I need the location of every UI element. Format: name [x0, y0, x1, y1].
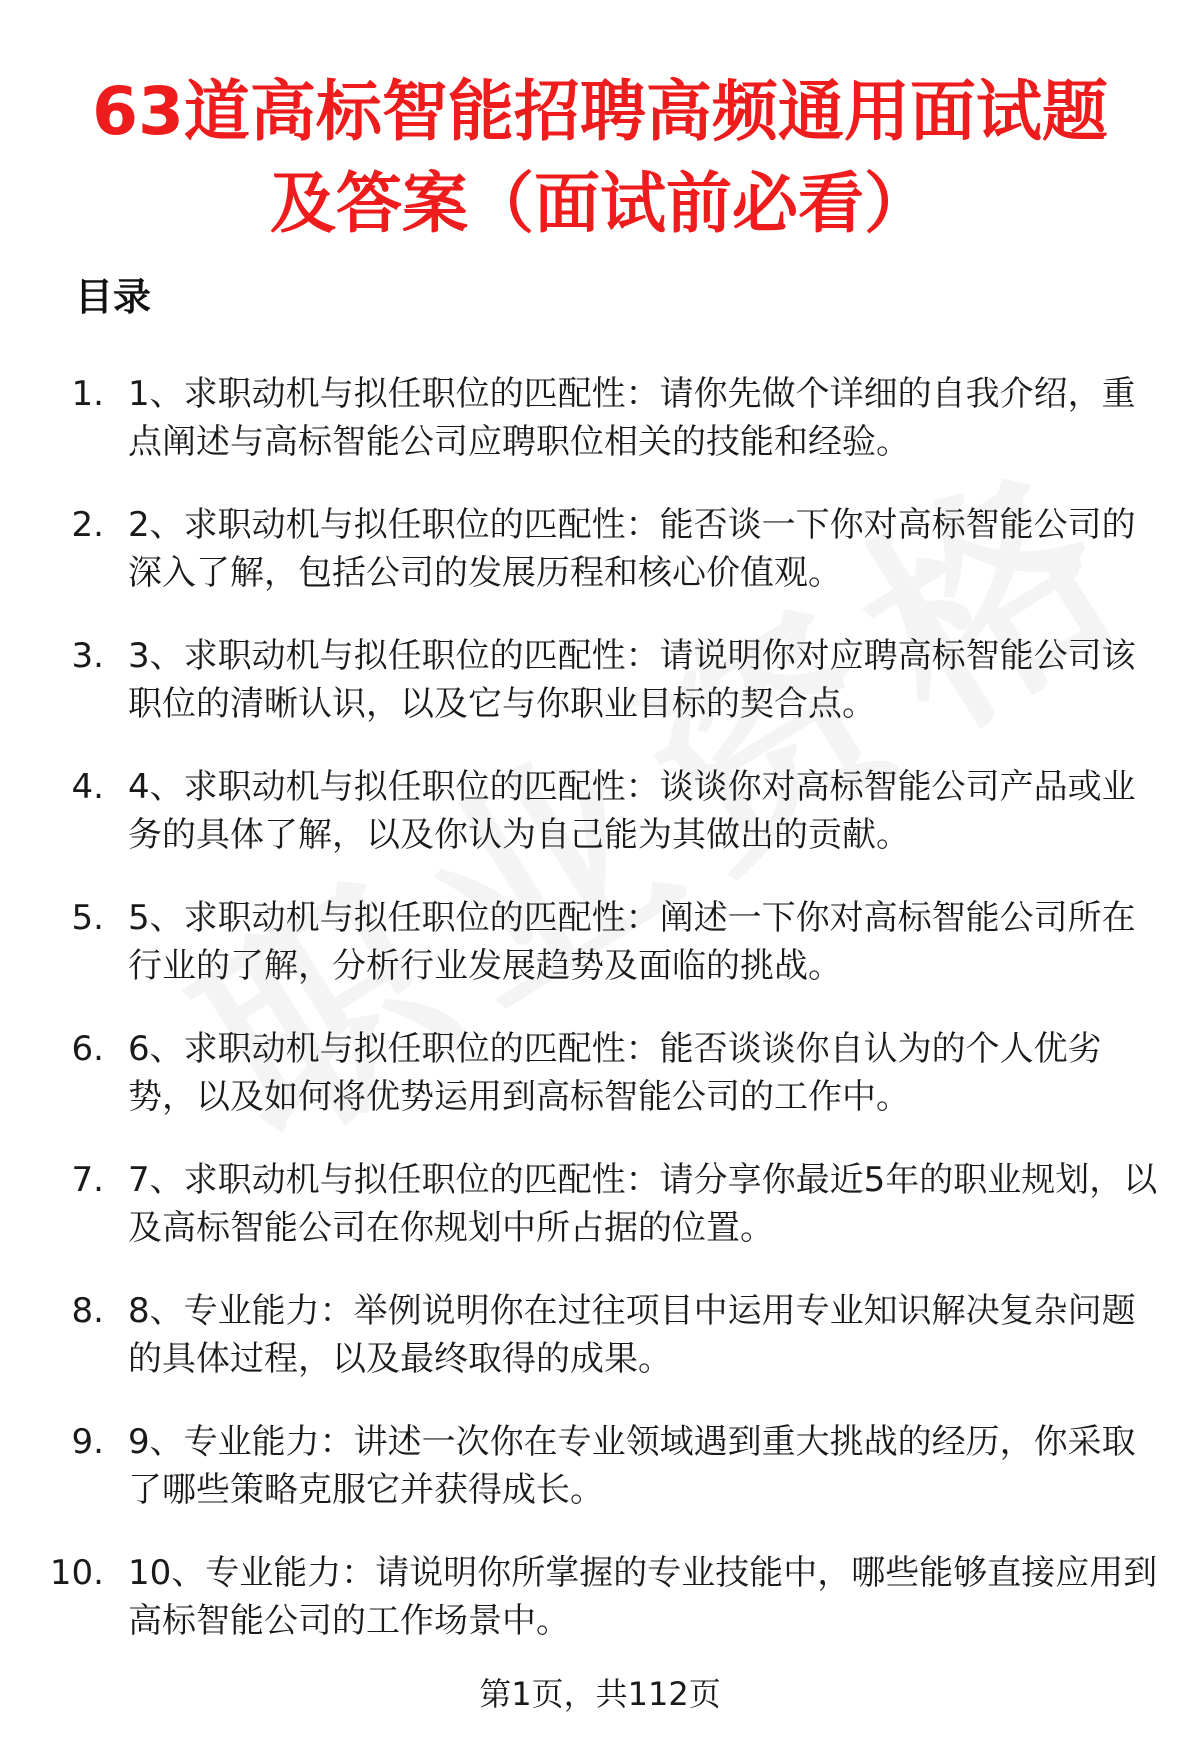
- toc-item-text: 6、求职动机与拟任职位的匹配性：能否谈谈你自认为的个人优劣势，以及如何将优势运用到高标智能公司的工作中。: [128, 1029, 1102, 1117]
- toc-item-text: 7、求职动机与拟任职位的匹配性：请分享你最近5年的职业规划，以及高标智能公司在你规划中所占据的位置。: [128, 1160, 1158, 1248]
- toc-item-3[interactable]: [0, 632, 1200, 763]
- toc-item-number: 7.: [71, 1160, 104, 1200]
- toc-item-text: 9、专业能力：讲述一次你在专业领域遇到重大挑战的经历，你采取了哪些策略克服它并获得成长。: [128, 1422, 1136, 1510]
- toc-heading: 目录: [75, 275, 152, 319]
- toc-item-1[interactable]: [0, 370, 1200, 501]
- toc-item-text: 1、求职动机与拟任职位的匹配性：请你先做个详细的自我介绍，重点阐述与高标智能公司应聘职位相关的技能和经验。: [128, 374, 1136, 462]
- toc-item-4[interactable]: [0, 763, 1200, 894]
- toc-item-number: 1.: [71, 374, 104, 414]
- toc-item-text: 3、求职动机与拟任职位的匹配性：请说明你对应聘高标智能公司该职位的清晰认识，以及它与你职业目标的契合点。: [128, 636, 1136, 724]
- toc-item-8[interactable]: [0, 1287, 1200, 1418]
- toc-item-7[interactable]: [0, 1156, 1200, 1287]
- toc-item-number: 3.: [71, 636, 104, 676]
- toc-item-10[interactable]: [0, 1549, 1200, 1680]
- toc-item-text: 10、专业能力：请说明你所掌握的专业技能中，哪些能够直接应用到高标智能公司的工作场景中。: [128, 1553, 1158, 1641]
- toc-item-text: 8、专业能力：举例说明你在过往项目中运用专业知识解决复杂问题的具体过程，以及最终取得的成果。: [128, 1291, 1136, 1379]
- toc-item-number: 4.: [71, 767, 104, 807]
- toc-item-6[interactable]: [0, 1025, 1200, 1156]
- page-title: 63道高标智能招聘高频通用面试题及答案（面试前必看）: [92, 73, 1108, 242]
- toc-item-text: 2、求职动机与拟任职位的匹配性：能否谈一下你对高标智能公司的深入了解，包括公司的发展历程和核心价值观。: [128, 505, 1136, 593]
- toc-item-number: 10.: [49, 1553, 104, 1593]
- page-footer: 第1页，共112页: [479, 1675, 721, 1713]
- toc-item-2[interactable]: [0, 501, 1200, 632]
- toc-item-text: 5、求职动机与拟任职位的匹配性：阐述一下你对高标智能公司所在行业的了解，分析行业发展趋势及面临的挑战。: [128, 898, 1136, 986]
- toc-item-number: 6.: [71, 1029, 104, 1069]
- toc-item-9[interactable]: [0, 1418, 1200, 1549]
- toc-item-text: 4、求职动机与拟任职位的匹配性：谈谈你对高标智能公司产品或业务的具体了解，以及你认为自己能为其做出的贡献。: [128, 767, 1136, 855]
- toc-item-number: 5.: [71, 898, 104, 938]
- toc-item-number: 9.: [71, 1422, 104, 1462]
- toc-item-5[interactable]: [0, 894, 1200, 1025]
- toc-list: [0, 370, 1200, 1680]
- toc-item-number: 8.: [71, 1291, 104, 1331]
- toc-item-number: 2.: [71, 505, 104, 545]
